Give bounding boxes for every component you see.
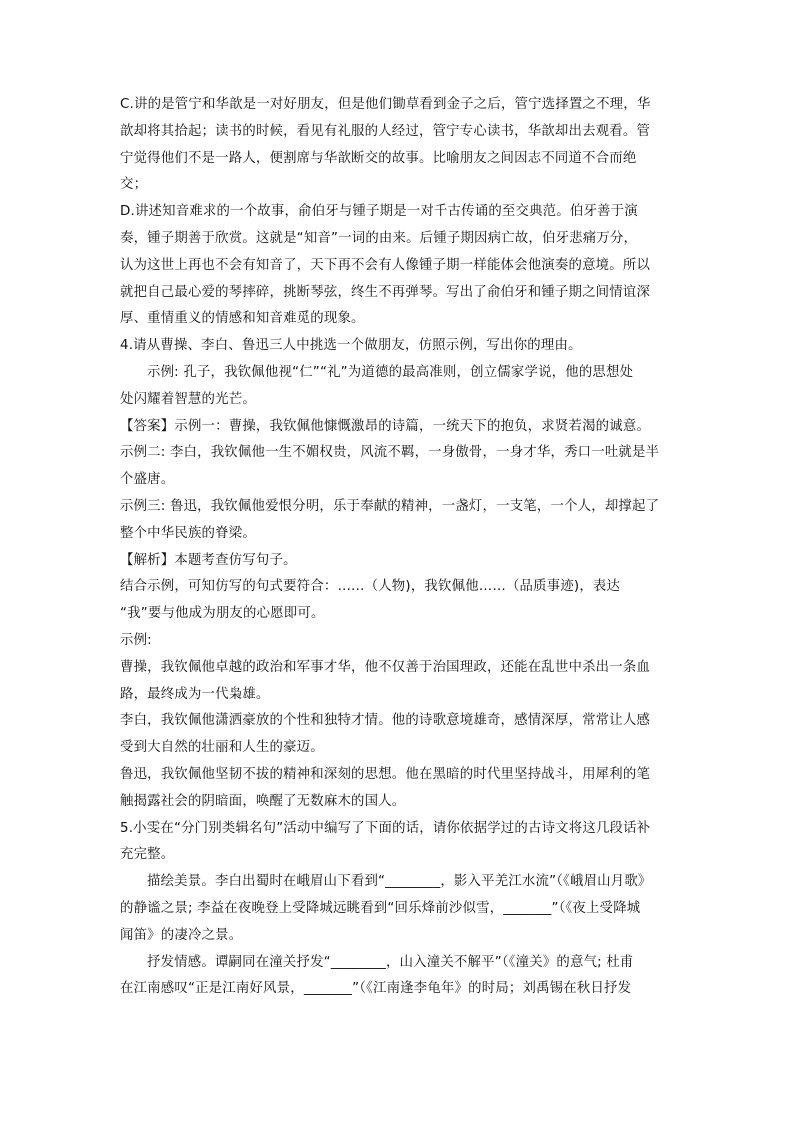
- analysis-line: 鲁迅，我钦佩他坚韧不拔的精神和深刻的思想。他在黑暗的时代里坚持战斗，用犀利的笔: [120, 766, 651, 782]
- fill-blank-line: 在江南感叹“正是江南好风景，_______”（《江南逢李龟年》的时局；刘禹锡在秋日抒发: [120, 981, 632, 997]
- text-line: 厚、重情重义的情感和知音难觅的现象。: [120, 311, 365, 327]
- text-line: C.讲的是管宁和华歆是一对好朋友，但是他们锄草看到金子之后，管宁选择置之不理，华: [120, 97, 651, 112]
- analysis-line: 触揭露社会的阴暗面，唤醒了无数麻木的国人。: [120, 793, 406, 809]
- question-5-line: 充完整。: [120, 847, 175, 863]
- analysis-line: 曹操，我钦佩他卓越的政治和军事才华，他不仅善于治国理政，还能在乱世中杀出一条血: [120, 659, 651, 675]
- text-line: 歆却将其拾起；读书的时候，看见有礼服的人经过，管宁专心读书，华歆却出去观看。管: [120, 123, 651, 139]
- document-page: [120, 92, 680, 1003]
- analysis-line: 示例:: [120, 632, 152, 648]
- fill-blank-line: 的静谧之景; 李益在夜晚登上受降城远眺看到“回乐烽前沙似雪，_______”（《夜上受降城: [120, 900, 641, 916]
- analysis-line: 路，最终成为一代枭雄。: [120, 686, 270, 702]
- example-line: 处闪耀着智慧的光芒。: [120, 391, 256, 407]
- fill-blank-line: 闻笛》的凄冷之景。: [120, 927, 243, 943]
- answer-line: 【答案】示例一：曹操，我钦佩他慷慨激昂的诗篇，一统天下的抱负，求贤若渴的诚意。: [120, 418, 651, 434]
- text-line: 奏，锺子期善于欣赏。这就是“知音”一词的由来。后锺子期因病亡故，伯牙悲痛万分，: [120, 230, 638, 246]
- analysis-line: “我”要与他成为朋友的心愿即可。: [120, 606, 325, 622]
- text-line: 认为这世上再也不会有知音了，天下再不会有人像锺子期一样能体会他演奏的意境。所以: [120, 257, 651, 273]
- question-5-line: 5.小雯在“分门别类辑名句”活动中编写了下面的话，请你依据学过的古诗文将这几段话补: [120, 820, 651, 836]
- example-line: 示例: 孔子，我钦佩他视“仁”“礼”为道德的最高准则，创立儒家学说，他的思想处: [147, 364, 634, 380]
- answer-line: 个盛唐。: [120, 472, 175, 488]
- analysis-line: 【解析】本题考查仿写句子。: [120, 552, 297, 568]
- analysis-line: 结合示例，可知仿写的句式要符合：……（人物)，我钦佩他……（品质事迹)，表达: [120, 579, 621, 595]
- answer-line: 示例二: 李白，我钦佩他一生不媚权贵，风流不羁，一身傲骨，一身才华，秀口一吐就是半: [120, 445, 660, 461]
- text-line: 就把自己最心爱的琴摔碎，挑断琴弦，终生不再弹琴。写出了俞伯牙和锺子期之间情谊深: [120, 284, 651, 300]
- answer-line: 整个中华民族的脊梁。: [120, 525, 256, 541]
- text-line: 宁觉得他们不是一路人，便割席与华歆断交的故事。比喻朋友之间因志不同道不合而绝: [120, 150, 637, 166]
- fill-blank-line: 抒发情感。谭嗣同在潼关抒发“________，山入潼关不解平”（《潼关》的意气; 杜甫: [147, 954, 634, 970]
- answer-line: 示例三: 鲁迅，我钦佩他爱恨分明，乐于奉献的精神，一盏灯，一支笔，一个人，却撑起了: [120, 498, 660, 514]
- text-line: D.讲述知音难求的一个故事，俞伯牙与锺子期是一对千古传诵的至交典范。伯牙善于演: [120, 204, 638, 220]
- fill-blank-line: 描绘美景。李白出蜀时在峨眉山下看到“________，影入平羌江水流”（《峨眉山月歌》: [147, 874, 652, 890]
- question-4-line: 4.请从曹操、李白、鲁迅三人中挑选一个做朋友，仿照示例，写出你的理由。: [120, 338, 582, 354]
- analysis-line: 李白，我钦佩他潇洒豪放的个性和独特才情。他的诗歌意境雄奇，感情深厚，常常让人感: [120, 713, 651, 729]
- analysis-line: 受到大自然的壮丽和人生的豪迈。: [120, 740, 324, 756]
- text-line: 交；: [120, 177, 148, 193]
